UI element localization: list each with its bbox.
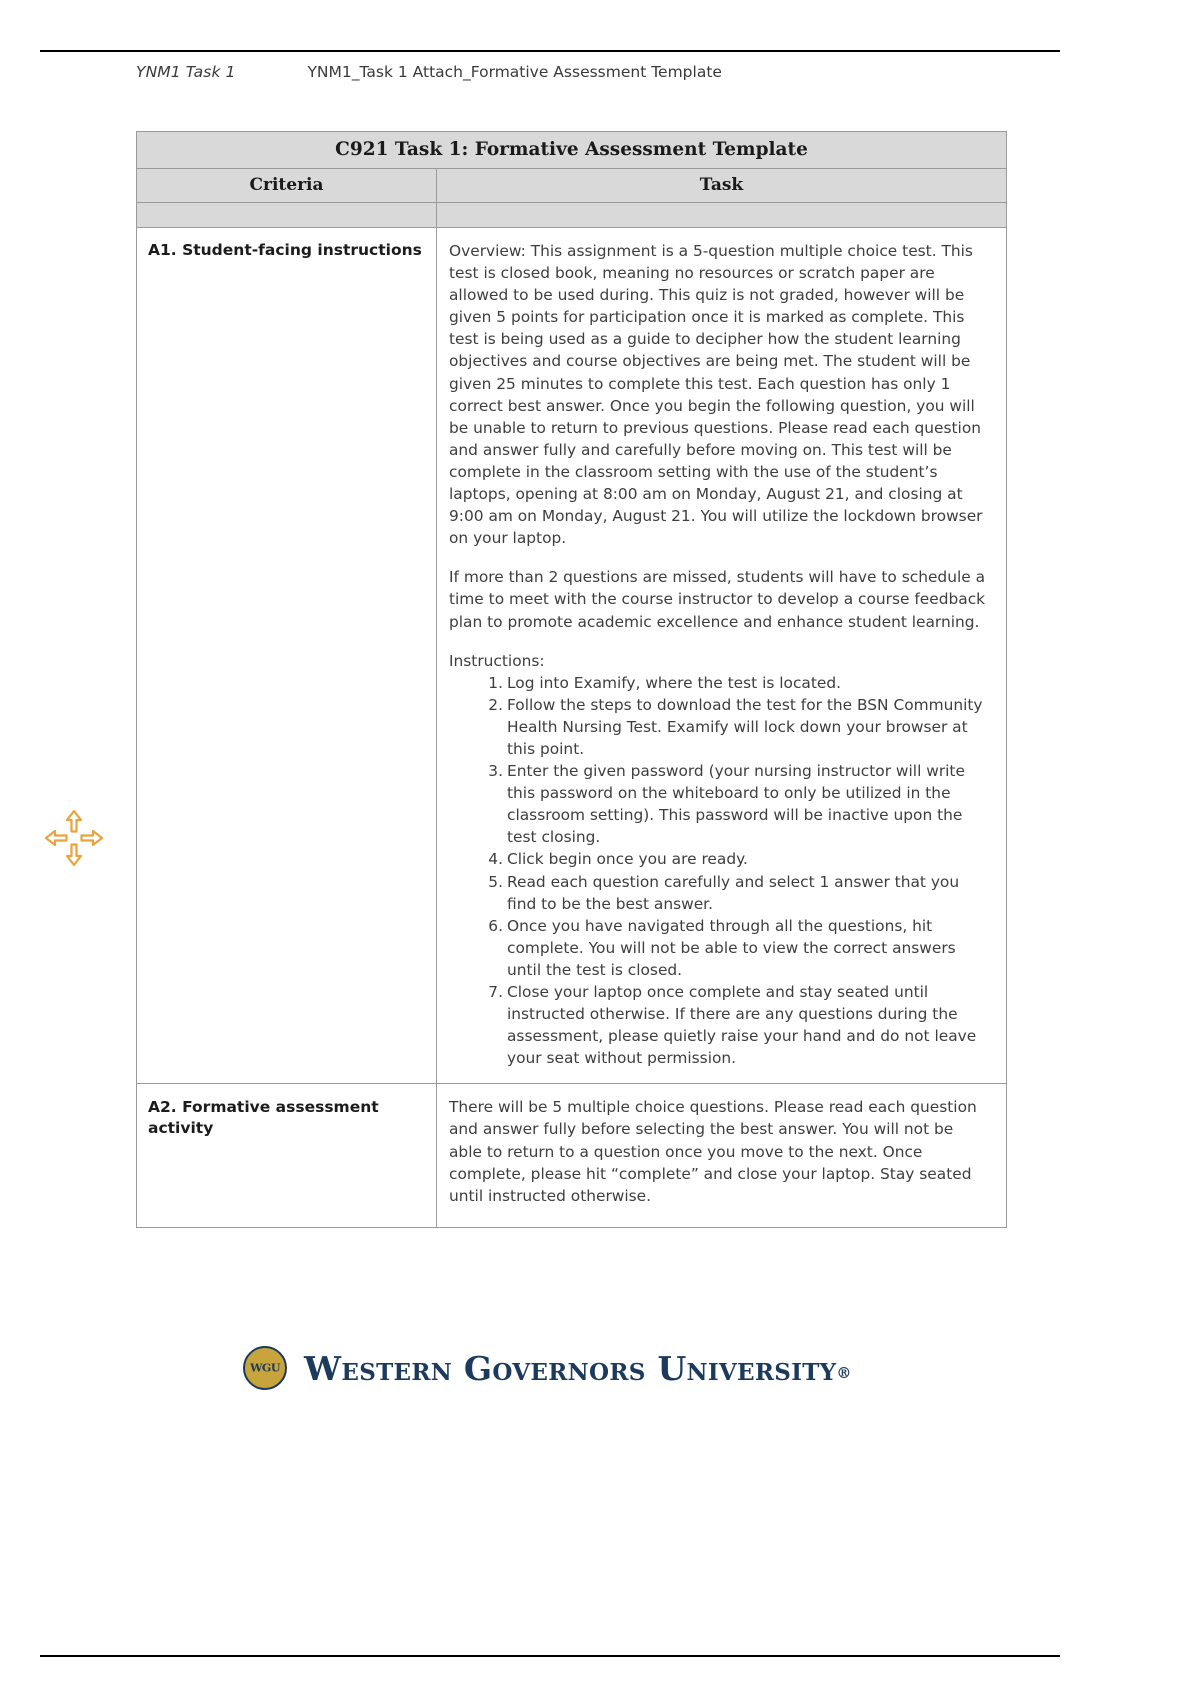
table-row [137,1084,1007,1227]
task-a2-paragraph: There will be 5 multiple choice questions. Please read each question and answer fully before selecting the best answer. You will not be able to return to a question once you move to the next. Once complete, please hit “complete” and close your laptop. Stay seated until instructed otherwise. [449,1098,977,1205]
task-a1-paragraph-overview: Overview: This assignment is a 5-question multiple choice test. This test is closed book, meaning no resources or scratch paper are allowed to be used during. This quiz is not graded, however will be given 5 points for participation once it is marked as complete. This test is being used as a guide to decipher how the student learning objectives and course objectives are being met. The student will be given 25 minutes to complete this test. Each question has only 1 correct best answer. Once you begin the following question, you will be unable to return to previous questions. Please read each question and answer fully and carefully before moving on. This test will be complete in the classroom setting with the use of the student’s laptops, opening at 8:00 am on Monday, August 21, and closing at 9:00 am on Monday, August 21. You will utilize the lockdown browser on your laptop. [449,242,983,548]
header-document-title: YNM1_Task 1 Attach_Formative Assessment Template [307,63,722,81]
wgu-logo-text [304,1349,852,1388]
table-title: C921 Task 1: Formative Assessment Template [137,132,1007,169]
list-item: Close your laptop once complete and stay seated until instructed otherwise. If there are any questions during the assessment, please quietly raise your hand and do not leave your seat without permission. [507,983,977,1068]
column-header-criteria: Criteria [137,169,437,203]
footer-rule [40,1655,1060,1657]
list-item: Enter the given password (your nursing instructor will write this password on the whiteboard to only be utilized in the classroom setting). This password will be inactive upon the test closing. [507,762,965,847]
list-item: Click begin once you are ready. [507,850,748,869]
table-spacer-row [137,203,1007,228]
list-item: Read each question carefully and select 1 answer that you find to be the best answer. [507,872,960,913]
table-title-row [137,132,1007,169]
table-row [137,228,1007,1084]
wgu-logo-registered-mark: ® [836,1363,852,1382]
header-rule [40,50,1060,52]
move-handle-icon[interactable] [40,805,108,871]
task-a1-step-list [449,672,990,1070]
task-a1-paragraph-remediation: If more than 2 questions are missed, students will have to schedule a time to meet with the course instructor to develop a course feedback plan to promote academic excellence and enhance student learning. [449,568,986,631]
criteria-a2: A2. Formative assessment activity [137,1084,437,1227]
criteria-a1: A1. Student-facing instructions [137,228,437,1084]
table-column-header-row [137,169,1007,203]
wgu-seal-icon [243,1346,287,1390]
column-header-task: Task [437,169,1007,203]
task-a1-instructions-label: Instructions: [449,651,545,670]
spacer-cell-left [137,203,437,228]
list-item: Once you have navigated through all the questions, hit complete. You will not be able to view the correct answers until the test is closed. [507,916,956,979]
wgu-logo [243,1340,873,1396]
wgu-logo-wordmark: Western Governors University [304,1348,837,1388]
formative-assessment-table [136,131,1007,1228]
list-item: Log into Examify, where the test is located. [507,673,842,692]
spacer-cell-right [437,203,1007,228]
list-item: Follow the steps to download the test for the BSN Community Health Nursing Test. Examify will lock down your browser at this point. [507,695,983,758]
header-course-code: YNM1 Task 1 [136,63,236,81]
task-a2 [437,1084,1007,1227]
page-header [136,63,1036,81]
task-a1 [437,228,1007,1084]
